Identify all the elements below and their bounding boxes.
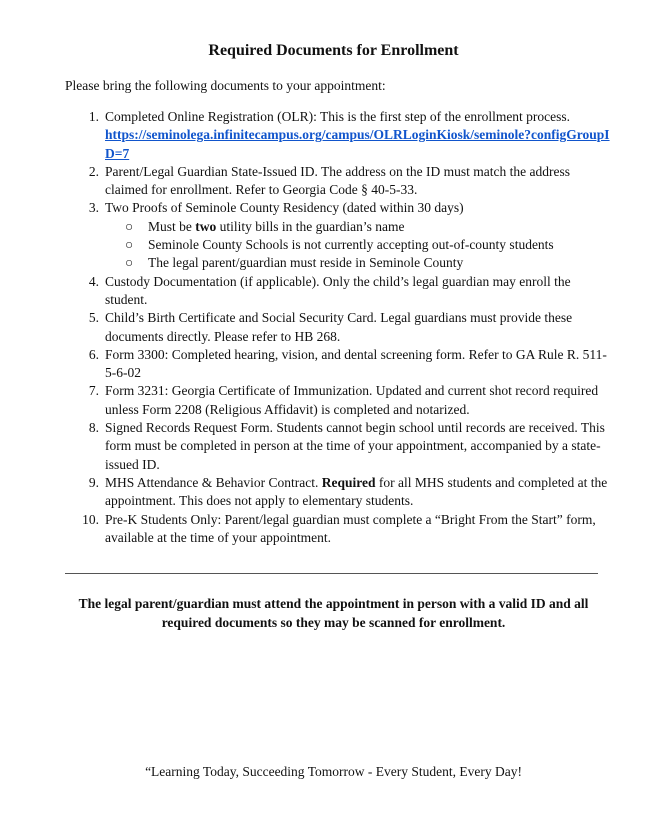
list-item [75,273,615,310]
list-item [75,419,615,474]
list-item [75,511,615,548]
list-item [75,199,615,272]
circle-bullet-icon: ○ [125,237,134,253]
intro-text: Please bring the following documents to your appointment: [65,78,386,93]
item-number: 6. [88,346,99,362]
item-text: Custody Documentation (if applicable). Only the child’s legal guardian may enroll the student. [105,273,571,307]
circle-bullet-icon: ○ [125,255,134,271]
item-number: 7. [88,383,99,399]
item-text: Child’s Birth Certificate and Social Security Card. Legal guardians must provide these documents directly. Please refer to HB 268. [105,310,573,344]
sublist-text: Seminole County Schools is not currently accepting out-of-county students [148,237,554,253]
item-text: Two Proofs of Seminole County Residency (dated within 30 days) [105,200,464,216]
sublist-text: utility bills in the guardian’s name [216,218,405,234]
sublist-item [105,218,615,236]
item-number: 1. [88,109,99,124]
item-text: Form 3300: Completed hearing, vision, and dental screening form. Refer to GA Rule R. 511-5-6-02 [105,346,607,381]
circle-bullet-icon: ○ [125,218,134,234]
list-item [75,163,615,200]
list-item [75,474,615,511]
item-text: Pre-K Students Only: Parent/legal guardian must complete a “Bright From the Start” form, available at the time of your appointment. [105,511,596,545]
item-number: 3. [88,200,99,216]
item-text: Parent/Legal Guardian State-Issued ID. The address on the ID must match the address claimed for enrollment. Refer to Georgia Code § 40-5-33. [105,163,570,198]
list-item [75,108,615,163]
item-number: 2. [88,163,99,179]
footer-motto: “Learning Today, Succeeding Tomorrow - Every Student, Every Day! [145,764,522,779]
item-number: 9. [88,474,99,490]
item-text: for all MHS students and completed at the appointment. This does not apply to elementary students. [105,474,608,509]
item-bold: Required [321,474,376,490]
list-item [75,382,615,419]
documents-list [75,108,615,547]
item-text: Signed Records Request Form. Students cannot begin school until records are received. This form must be completed in person at the time of your appointment, accompanied by a state-issued ID. [105,420,605,472]
item-number: 4. [88,273,99,289]
sublist-item [105,254,615,272]
item-text: Completed Online Registration (OLR): This is the first step of the enrollment process. [105,109,571,124]
sublist-text: The legal parent/guardian must reside in Seminole County [148,255,464,271]
list-item [75,346,615,383]
attendance-notice: The legal parent/guardian must attend the appointment in person with a valid ID and all required documents so they may be scanned for enrollment. [78,596,589,630]
item-text: Form 3231: Georgia Certificate of Immunization. Updated and current shot record required unless Form 2208 (Religious Affidavit) is completed and notarized. [105,383,599,417]
sublist-text: Must be [148,218,196,234]
sublist-bold: two [195,218,217,234]
sublist-item [105,236,615,254]
registration-link[interactable]: https://seminolega.infinitecampus.org/campus/OLRLoginKiosk/seminole?configGroupID=7 [105,127,610,161]
horizontal-divider [65,573,598,574]
list-item [75,309,615,346]
page-title: Required Documents for Enrollment [208,42,459,59]
item-number: 8. [88,420,99,436]
item-number: 5. [88,310,99,326]
item-number: 10. [82,511,99,527]
item-text: MHS Attendance & Behavior Contract. [105,474,322,490]
residency-sublist [105,218,615,273]
